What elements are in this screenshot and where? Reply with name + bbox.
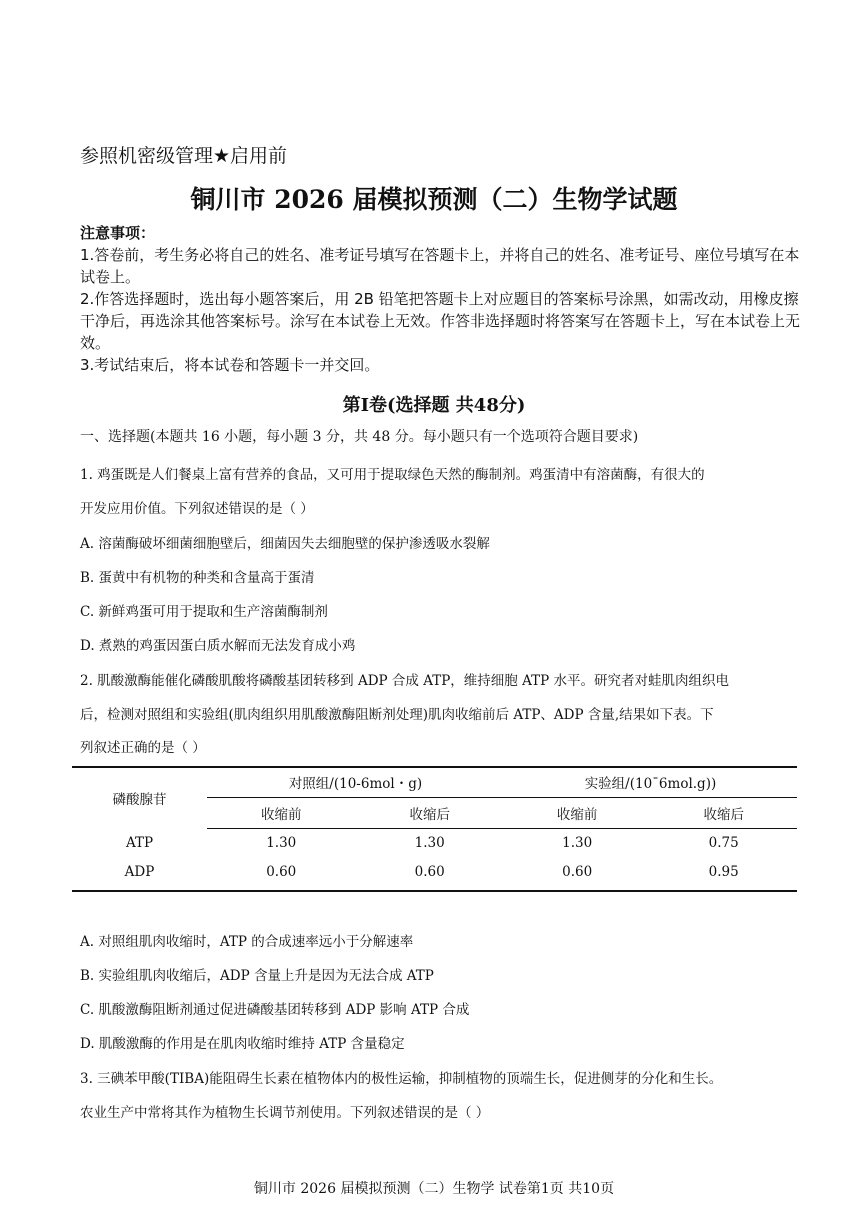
table-cell: 1.30: [414, 835, 445, 852]
page-footer: 铜川市 2026 届模拟预测（二）生物学 试卷第1页 共10页: [253, 1181, 615, 1197]
exam-title: 铜川市 2026 届模拟预测（二）生物学试题: [190, 185, 678, 214]
q1-stem-line1: 1. 鸡蛋既是人们餐桌上富有营养的食品，又可用于提取绿色天然的酶制剂。鸡蛋清中有溶菌酶，有很大的: [80, 467, 705, 483]
q1-option-c: C. 新鲜鸡蛋可用于提取和生产溶菌酶制剂: [80, 604, 328, 620]
q2-option-b: B. 实验组肌肉收缩后，ADP 含量上升是因为无法合成 ATP: [80, 968, 434, 984]
table-cell: 0.60: [504, 858, 650, 891]
table-row-header: 磷酸腺苷: [72, 767, 207, 828]
table-cell: 0.75: [708, 835, 739, 852]
table-group-experiment: 实验组/(10ˉ6mol.g)): [504, 767, 797, 797]
table-subheader: 收缩后: [355, 797, 503, 828]
q2-option-d: D. 肌酸激酶的作用是在肌肉收缩时维持 ATP 含量稳定: [80, 1036, 405, 1052]
q2-option-a: A. 对照组肌肉收缩时，ATP 的合成速率远小于分解速率: [80, 934, 414, 950]
table-cell: 1.30: [266, 835, 297, 852]
table-row-label: ATP: [125, 835, 154, 851]
table-group-control: 对照组/(10-6mol・g): [207, 767, 504, 797]
section-title: 第Ⅰ卷(选择题 共48分): [342, 395, 526, 416]
notice-heading: 注意事项：: [80, 224, 156, 242]
table-cell: 1.30: [562, 835, 593, 852]
data-table: [72, 766, 797, 892]
table-cell: 0.60: [355, 858, 503, 891]
q2-stem-line1: 2. 肌酸激酶能催化磷酸肌酸将磷酸基团转移到 ADP 合成 ATP，维持细胞 ATP 水平。研究者对蛙肌肉组织电: [80, 673, 729, 689]
q2-option-c: C. 肌酸激酶阻断剂通过促进磷酸基团转移到 ADP 影响 ATP 合成: [80, 1002, 470, 1018]
table-subheader: 收缩前: [504, 797, 650, 828]
notice-item-2: 2.作答选择题时，选出每小题答案后，用 2B 铅笔把答题卡上对应题目的答案标号涂黑，如需改动，用橡皮擦干净后，再选涂其他答案标号。涂写在本试卷上无效。作答非选择题时将答案写在答题卡上，写在本试卷上无效。: [80, 290, 801, 352]
table-row: [72, 858, 797, 891]
q3-stem-line2: 农业生产中常将其作为植物生长调节剂使用。下列叙述错误的是（ ）: [80, 1105, 490, 1121]
table-row: [72, 828, 797, 858]
q2-stem-line2: 后，检测对照组和实验组(肌肉组织用肌酸激酶阻断剂处理)肌肉收缩前后 ATP、ADP 含量,结果如下表。下: [80, 707, 714, 723]
notice-item-3: 3.考试结束后，将本试卷和答题卡一并交回。: [80, 356, 380, 374]
confidential-label: 参照机密级管理★启用前: [80, 145, 288, 167]
q1-stem-line2: 开发应用价值。下列叙述错误的是（ ）: [80, 501, 314, 517]
q2-stem-line3: 列叙述正确的是（ ）: [80, 740, 206, 756]
table-subheader: 收缩前: [207, 797, 355, 828]
notice-item-1: 1.答卷前，考生务必将自己的姓名、准考证号填写在答题卡上，并将自己的姓名、准考证号、座位号填写在本试卷上。: [80, 246, 800, 286]
table-row-label: ADP: [72, 858, 207, 891]
section-instruction: 一、选择题(本题共 16 小题，每小题 3 分，共 48 分。每小题只有一个选项符合题目要求): [80, 429, 639, 445]
q1-option-d: D. 煮熟的鸡蛋因蛋白质水解而无法发育成小鸡: [80, 638, 356, 654]
q1-option-b: B. 蛋黄中有机物的种类和含量高于蛋清: [80, 570, 315, 586]
table-cell: 0.60: [207, 858, 355, 891]
q3-stem-line1: 3. 三碘苯甲酸(TIBA)能阻碍生长素在植物体内的极性运输，抑制植物的顶端生长，促进侧芽的分化和生长。: [80, 1071, 723, 1087]
table-cell: 0.95: [650, 858, 797, 891]
table-subheader: 收缩后: [650, 797, 797, 828]
q1-option-a: A. 溶菌酶破坏细菌细胞壁后，细菌因失去细胞壁的保护渗透吸水裂解: [80, 536, 490, 552]
